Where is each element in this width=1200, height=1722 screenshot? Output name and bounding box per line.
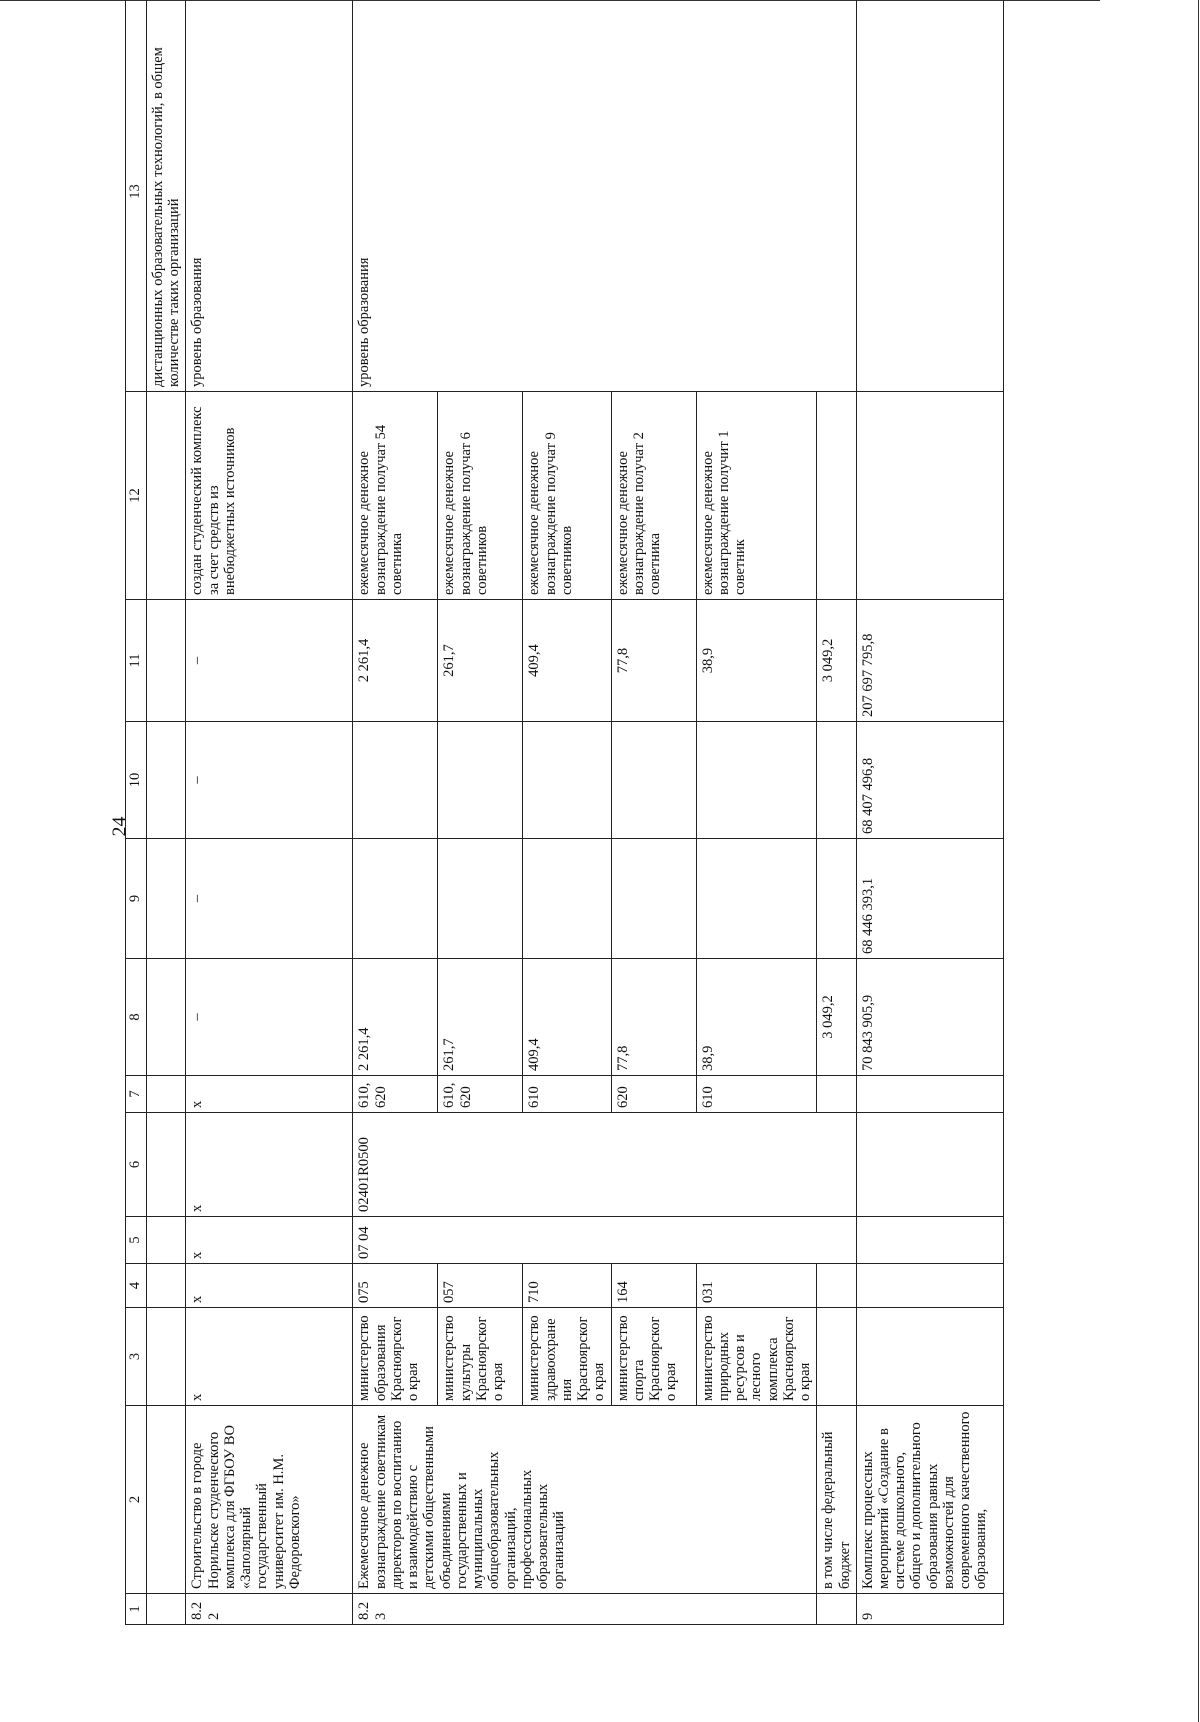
- value-col-10: [438, 722, 523, 839]
- row-number: 9: [856, 1594, 1003, 1625]
- value-col-11: –: [186, 600, 353, 722]
- value-col-11: 207 697 795,8: [856, 600, 1003, 722]
- value-col-10: –: [186, 722, 353, 839]
- page-number: 24: [108, 816, 131, 837]
- expense-type-code: 610: [696, 1076, 817, 1113]
- value-col-9: –: [186, 839, 353, 959]
- header-cell-1: 1: [126, 1594, 147, 1625]
- grbs-code: 057: [438, 1264, 523, 1308]
- header-cell-12: 12: [126, 392, 147, 600]
- measure-name: Строительство в городе Норильске студенческого комплекса для ФГБОУ ВО «Заполярный государственный университет им. Н.М. Федоровского»: [186, 1406, 353, 1594]
- expense-type-code: 620: [611, 1076, 696, 1113]
- executor-cell: министерство культуры Красноярского края: [438, 1308, 523, 1406]
- executor-cell: министерство здравоохранения Красноярского края: [523, 1308, 611, 1406]
- measure-name: Комплекс процессных мероприятий «Создание в системе дошкольного, общего и дополнительного образования равных возможностей для современного качественного образования,: [856, 1406, 1003, 1594]
- indicator-cell: уровень образования: [186, 0, 353, 392]
- value-col-9: [611, 839, 696, 959]
- value-col-10: [353, 722, 438, 839]
- value-col-8: 3 049,2: [817, 959, 856, 1076]
- expected-result: ежемесячное денежное вознаграждение получат 2 советника: [611, 392, 696, 600]
- grbs-code: 031: [696, 1264, 817, 1308]
- row-number: 8.23: [353, 1594, 817, 1625]
- indicator-cell: дистанционных образовательных технологий, в общем количестве таких организаций: [147, 0, 186, 392]
- expense-type-code: х: [186, 1076, 353, 1113]
- value-col-10: 68 407 496,8: [856, 722, 1003, 839]
- budget-table: [125, 0, 1004, 1625]
- value-col-8: 409,4: [523, 959, 611, 1076]
- grbs-code: х: [186, 1264, 353, 1308]
- header-cell-7: 7: [126, 1076, 147, 1113]
- indicator-cell: уровень образования: [353, 0, 856, 392]
- section-code: х: [186, 1217, 353, 1264]
- section-code: 07 04: [353, 1217, 856, 1264]
- header-cell-6: 6: [126, 1113, 147, 1217]
- expected-result: ежемесячное денежное вознаграждение получат 9 советников: [523, 392, 611, 600]
- grbs-code: 710: [523, 1264, 611, 1308]
- header-cell-13: 13: [126, 0, 147, 392]
- row-number: 8.22: [186, 1594, 353, 1625]
- value-col-8: 38,9: [696, 959, 817, 1076]
- expected-result: ежемесячное денежное вознаграждение получат 54 советника: [353, 392, 438, 600]
- table-row-9: [856, 0, 1003, 1625]
- table-row-continuation: [147, 0, 186, 1625]
- federal-budget-label: в том числе федеральный бюджет: [817, 1406, 856, 1594]
- expense-type-code: 610, 620: [353, 1076, 438, 1113]
- target-article-code: 02401R0500: [353, 1113, 856, 1217]
- header-cell-2: 2: [126, 1406, 147, 1594]
- header-cell-4: 4: [126, 1264, 147, 1308]
- header-cell-10: 10: [126, 722, 147, 839]
- executor-cell: х: [186, 1308, 353, 1406]
- value-col-9: [353, 839, 438, 959]
- executor-cell: министерство спорта Красноярского края: [611, 1308, 696, 1406]
- value-col-8: 2 261,4: [353, 959, 438, 1076]
- value-col-11: 409,4: [523, 600, 611, 722]
- value-col-8: 70 843 905,9: [856, 959, 1003, 1076]
- expected-result: создан студенческий комплекс за счет средств из внебюджетных источников: [186, 392, 353, 600]
- target-article-code: х: [186, 1113, 353, 1217]
- value-col-8: 77,8: [611, 959, 696, 1076]
- header-cell-5: 5: [126, 1217, 147, 1264]
- expense-type-code: 610, 620: [438, 1076, 523, 1113]
- value-col-10: [611, 722, 696, 839]
- executor-cell: министерство природных ресурсов и лесного комплекса Красноярского края: [696, 1308, 817, 1406]
- expected-result: ежемесячное денежное вознаграждение получит 1 советник: [696, 392, 817, 600]
- expense-type-code: 610: [523, 1076, 611, 1113]
- value-col-11: 2 261,4: [353, 600, 438, 722]
- grbs-code: 075: [353, 1264, 438, 1308]
- value-col-11: 38,9: [696, 600, 817, 722]
- value-col-9: [696, 839, 817, 959]
- value-col-11: 3 049,2: [817, 600, 856, 722]
- value-col-9: [438, 839, 523, 959]
- value-col-10: [696, 722, 817, 839]
- grbs-code: 164: [611, 1264, 696, 1308]
- rotated-table-container: [125, 47, 1100, 1625]
- value-col-10: [523, 722, 611, 839]
- table-row-8-22: [186, 0, 353, 1625]
- table-row-8-23: [353, 0, 438, 1625]
- header-cell-9: 9: [126, 839, 147, 959]
- value-col-11: 261,7: [438, 600, 523, 722]
- expected-result: ежемесячное денежное вознаграждение получат 6 советников: [438, 392, 523, 600]
- value-col-9: 68 446 393,1: [856, 839, 1003, 959]
- value-col-11: 77,8: [611, 600, 696, 722]
- header-row: [126, 0, 147, 1625]
- header-cell-3: 3: [126, 1308, 147, 1406]
- header-cell-11: 11: [126, 600, 147, 722]
- value-col-8: 261,7: [438, 959, 523, 1076]
- executor-cell: министерство образования Красноярского края: [353, 1308, 438, 1406]
- value-col-9: [523, 839, 611, 959]
- measure-name: Ежемесячное денежное вознаграждение советникам директоров по воспитанию и взаимодействию с детскими общественными объединениями государственных и муниципальных общеобразовательных организаций, профессиональных образовательных организаций: [353, 1406, 817, 1594]
- value-col-8: –: [186, 959, 353, 1076]
- page-right-border: [1198, 0, 1199, 1722]
- header-cell-8: 8: [126, 959, 147, 1076]
